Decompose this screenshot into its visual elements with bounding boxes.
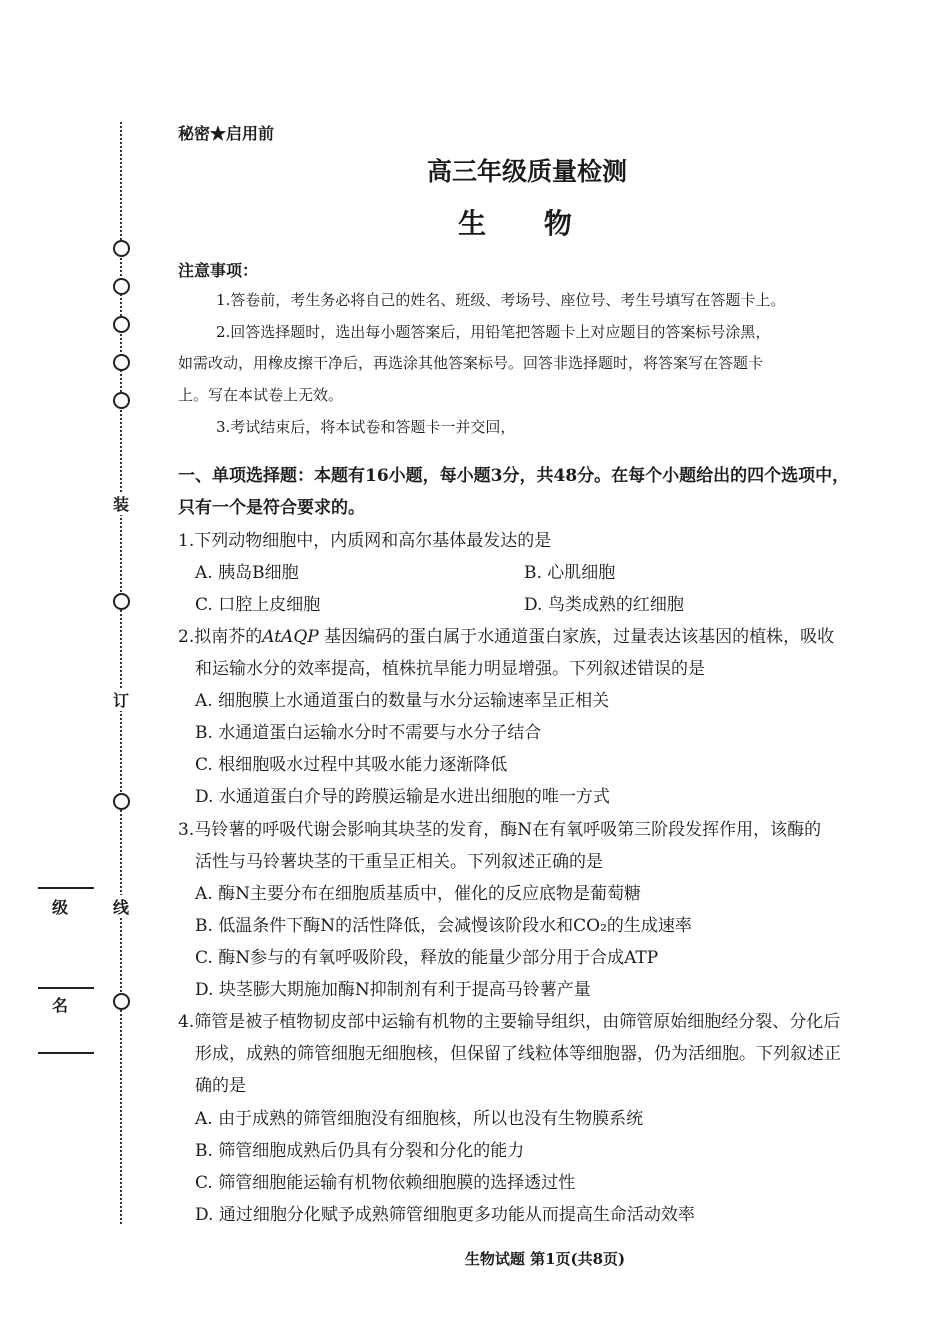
question-stem: 形成，成熟的筛管细胞无细胞核，但保留了线粒体等细胞器，仍为活细胞。下列叙述正: [195, 1044, 841, 1064]
option-b: B. 筛管细胞成熟后仍具有分裂和分化的能力: [195, 1141, 525, 1161]
option-b: B. 心肌细胞: [524, 563, 616, 583]
binding-hole: [113, 993, 130, 1010]
number-fill-line: [38, 1052, 94, 1054]
option-d: D. 水通道蛋白介导的跨膜运输是水进出细胞的唯一方式: [195, 787, 610, 807]
question-stem: [178, 622, 834, 647]
binding-mark-ding: 订: [113, 688, 129, 711]
section-heading: 只有一个是符合要求的。: [178, 498, 365, 518]
notice-item: 1.答卷前，考生务必将自己的姓名、班级、考场号、座位号、考生号填写在答题卡上。: [216, 291, 786, 309]
binding-hole: [113, 316, 130, 333]
notice-item: 2.回答选择题时，选出每小题答案后，用铅笔把答题卡上对应题目的答案标号涂黑，: [216, 323, 771, 341]
binding-hole: [113, 793, 130, 810]
notice-item: 上。写在本试卷上无效。: [178, 386, 344, 404]
name-fill-line: [38, 987, 94, 989]
section-heading: 一、单项选择题：本题有16小题，每小题3分，共48分。在每个小题给出的四个选项中，: [178, 466, 850, 486]
gene-name: AtAQP: [262, 627, 319, 647]
option-c: C. 筛管细胞能运输有机物依赖细胞膜的选择透过性: [195, 1173, 576, 1193]
notice-heading: 注意事项：: [178, 261, 259, 280]
question-stem: 4.筛管是被子植物韧皮部中运输有机物的主要输导组织，由筛管原始细胞经分裂、分化后: [178, 1012, 841, 1032]
notice-item: 3.考试结束后，将本试卷和答题卡一并交回，: [216, 418, 516, 436]
question-stem: 1.下列动物细胞中，内质网和高尔基体最发达的是: [178, 531, 552, 551]
option-b: B. 水通道蛋白运输水分时不需要与水分子结合: [195, 723, 542, 743]
binding-mark-xian: 线: [113, 895, 129, 918]
option-c: C. 酶N参与的有氧呼吸阶段，释放的能量少部分用于合成ATP: [195, 948, 659, 968]
option-a: A. 细胞膜上水通道蛋白的数量与水分运输速率呈正相关: [195, 691, 610, 711]
page-title: 高三年级质量检测: [426, 157, 627, 186]
question-stem: 和运输水分的效率提高，植株抗旱能力明显增强。下列叙述错误的是: [195, 659, 705, 679]
binding-hole: [113, 240, 130, 257]
secret-label: 秘密★启用前: [178, 124, 275, 143]
binding-hole: [113, 354, 130, 371]
question-stem-prefix: 2.拟南芥的: [178, 627, 263, 647]
class-label: 级: [52, 895, 68, 918]
option-c: C. 根细胞吸水过程中其吸水能力逐渐降低: [195, 755, 508, 775]
notice-item: 如需改动，用橡皮擦干净后，再选涂其他答案标号。回答非选择题时，将答案写在答题卡: [178, 354, 764, 372]
subject-title: 生 物: [458, 207, 596, 240]
option-d: D. 通过细胞分化赋予成熟筛管细胞更多功能从而提高生命活动效率: [195, 1205, 695, 1225]
question-stem: 确的是: [195, 1076, 246, 1096]
option-a: A. 由于成熟的筛管细胞没有细胞核，所以也没有生物膜系统: [195, 1109, 644, 1129]
name-label: 名: [52, 993, 68, 1016]
option-a: A. 胰岛B细胞: [195, 563, 299, 583]
binding-hole: [113, 278, 130, 295]
option-a: A. 酶N主要分布在细胞质基质中，催化的反应底物是葡萄糖: [195, 884, 641, 904]
question-stem-suffix: 基因编码的蛋白属于水通道蛋白家族，过量表达该基因的植株，吸收: [318, 627, 835, 647]
binding-hole: [113, 392, 130, 409]
question-stem: 3.马铃薯的呼吸代谢会影响其块茎的发育，酶N在有氧呼吸第三阶段发挥作用，该酶的: [178, 820, 822, 840]
binding-mark-zhuang: 装: [113, 492, 129, 515]
page-footer: 生物试题 第1页(共8页): [464, 1250, 626, 1268]
class-fill-line: [38, 887, 94, 889]
question-stem: 活性与马铃薯块茎的干重呈正相关。下列叙述正确的是: [195, 852, 603, 872]
option-c: C. 口腔上皮细胞: [195, 595, 321, 615]
binding-hole: [113, 593, 130, 610]
option-b: B. 低温条件下酶N的活性降低，会减慢该阶段水和CO₂的生成速率: [195, 916, 692, 936]
option-d: D. 鸟类成熟的红细胞: [524, 595, 684, 615]
option-d: D. 块茎膨大期施加酶N抑制剂有利于提高马铃薯产量: [195, 980, 591, 1000]
